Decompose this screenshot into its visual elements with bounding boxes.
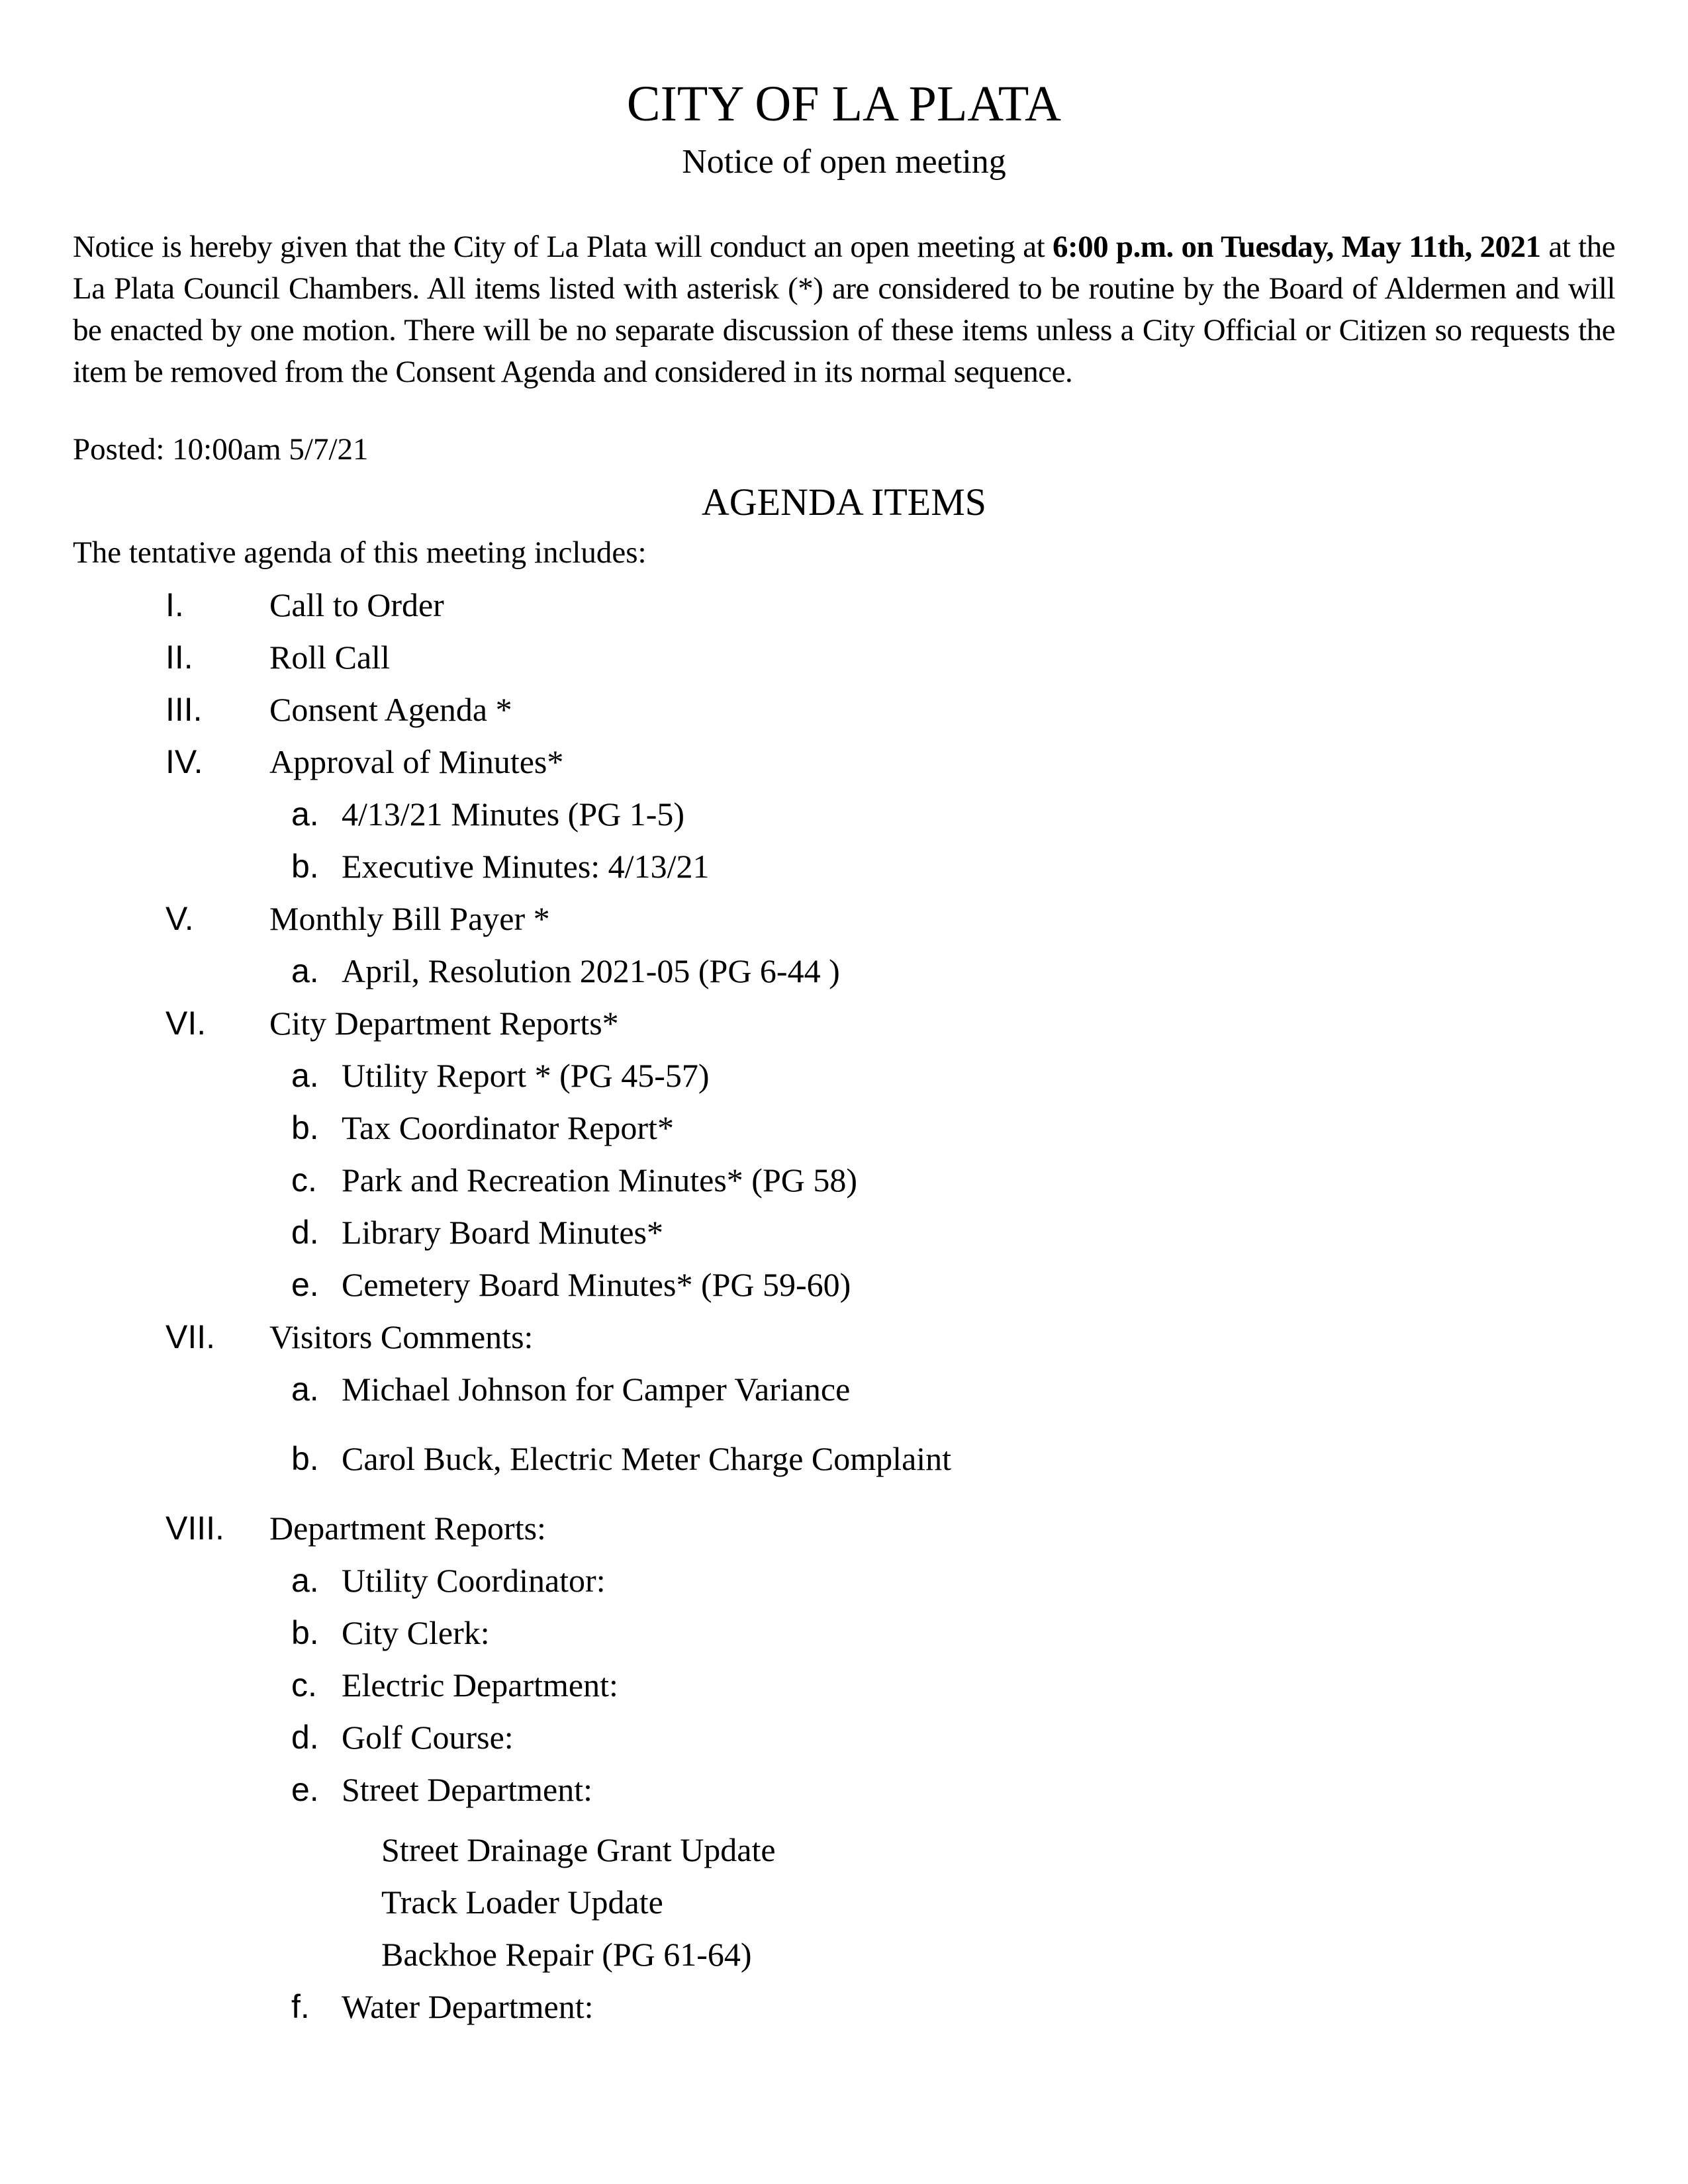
item-marker: b. bbox=[291, 1440, 319, 1477]
posted-timestamp: Posted: 10:00am 5/7/21 bbox=[73, 432, 369, 467]
notice-text-post: at the La Plata Council Chambers. All items listed with asterisk (*) are considered to be routine by the Board of Aldermen and will be enacted by one motion. There will be no separate discussion of these items unless a City Official or Citizen so requests the item be removed from the Consent Agenda and considered in its normal sequence. bbox=[73, 230, 1615, 389]
item-marker: III. bbox=[165, 691, 203, 728]
agenda-item bbox=[73, 1050, 1615, 1102]
agenda-item bbox=[73, 945, 1615, 997]
agenda-intro: The tentative agenda of this meeting includes: bbox=[73, 535, 647, 570]
agenda-item bbox=[73, 1154, 1615, 1206]
agenda-item bbox=[73, 1876, 1615, 1929]
item-text: Monthly Bill Payer * bbox=[269, 900, 550, 937]
item-text: Library Board Minutes* bbox=[342, 1214, 664, 1251]
item-marker: VII. bbox=[165, 1318, 216, 1355]
item-marker: a. bbox=[291, 1057, 319, 1094]
agenda-item bbox=[73, 1363, 1615, 1416]
item-marker: e. bbox=[291, 1771, 319, 1808]
item-marker: IV. bbox=[165, 743, 203, 780]
agenda-item bbox=[73, 1929, 1615, 1981]
item-text: Consent Agenda * bbox=[269, 691, 512, 728]
agenda-item bbox=[73, 1764, 1615, 1816]
agenda-item bbox=[73, 1824, 1615, 1876]
item-text: Department Reports: bbox=[269, 1510, 546, 1547]
item-text: Street Department: bbox=[342, 1771, 593, 1808]
agenda-item bbox=[73, 1502, 1615, 1555]
item-marker: d. bbox=[291, 1719, 319, 1756]
agenda-item bbox=[73, 1433, 1615, 1485]
item-marker: a. bbox=[291, 1371, 319, 1408]
notice-text-bold: 6:00 p.m. on Tuesday, May 11th, 2021 bbox=[1052, 230, 1541, 264]
agenda-item bbox=[73, 579, 1615, 631]
item-marker: b. bbox=[291, 848, 319, 885]
document-title: CITY OF LA PLATA bbox=[626, 76, 1062, 132]
item-marker: VIII. bbox=[165, 1510, 224, 1547]
item-text: Cemetery Board Minutes* (PG 59-60) bbox=[342, 1266, 851, 1303]
agenda-item bbox=[73, 1659, 1615, 1711]
document-subtitle: Notice of open meeting bbox=[682, 143, 1006, 181]
item-marker: I. bbox=[165, 586, 184, 623]
agenda-item bbox=[73, 631, 1615, 684]
agenda-item bbox=[73, 1206, 1615, 1259]
agenda-item bbox=[73, 1311, 1615, 1363]
item-text: Call to Order bbox=[269, 586, 444, 623]
item-marker: a. bbox=[291, 1562, 319, 1599]
item-marker: VI. bbox=[165, 1005, 207, 1042]
agenda-item bbox=[73, 1607, 1615, 1659]
item-text: 4/13/21 Minutes (PG 1-5) bbox=[342, 796, 685, 833]
agenda-item bbox=[73, 1555, 1615, 1607]
item-marker: V. bbox=[165, 900, 194, 937]
item-marker: f. bbox=[291, 1988, 310, 2025]
item-marker: a. bbox=[291, 952, 319, 989]
item-text: Approval of Minutes* bbox=[269, 743, 564, 780]
agenda-item bbox=[73, 893, 1615, 945]
notice-paragraph bbox=[73, 226, 1615, 393]
item-text: City Clerk: bbox=[342, 1614, 490, 1651]
item-text: Carol Buck, Electric Meter Charge Complaint bbox=[342, 1440, 952, 1477]
item-marker: a. bbox=[291, 796, 319, 833]
item-text: Visitors Comments: bbox=[269, 1318, 534, 1355]
item-marker: c. bbox=[291, 1666, 317, 1704]
agenda-item bbox=[73, 1102, 1615, 1154]
item-text: Street Drainage Grant Update bbox=[381, 1831, 776, 1868]
item-text: Backhoe Repair (PG 61-64) bbox=[381, 1936, 752, 1973]
item-text: Michael Johnson for Camper Variance bbox=[342, 1371, 851, 1408]
item-marker: b. bbox=[291, 1614, 319, 1651]
item-marker: II. bbox=[165, 639, 193, 676]
agenda-heading: AGENDA ITEMS bbox=[701, 480, 987, 523]
item-text: April, Resolution 2021-05 (PG 6-44 ) bbox=[342, 952, 840, 989]
item-marker: e. bbox=[291, 1266, 319, 1303]
item-text: Golf Course: bbox=[342, 1719, 514, 1756]
item-text: Park and Recreation Minutes* (PG 58) bbox=[342, 1161, 858, 1199]
item-marker: c. bbox=[291, 1161, 317, 1199]
agenda-item bbox=[73, 1711, 1615, 1764]
item-text: Water Department: bbox=[342, 1988, 594, 2025]
item-text: Utility Coordinator: bbox=[342, 1562, 606, 1599]
item-text: Utility Report * (PG 45-57) bbox=[342, 1057, 710, 1094]
agenda-item bbox=[73, 788, 1615, 841]
item-text: City Department Reports* bbox=[269, 1005, 619, 1042]
agenda-item bbox=[73, 841, 1615, 893]
notice-text-pre: Notice is hereby given that the City of La Plata will conduct an open meeting at bbox=[73, 230, 1053, 264]
item-text: Track Loader Update bbox=[381, 1884, 663, 1921]
item-text: Tax Coordinator Report* bbox=[342, 1109, 674, 1146]
agenda-item bbox=[73, 1981, 1615, 2033]
agenda-list bbox=[73, 579, 1615, 2033]
agenda-item bbox=[73, 684, 1615, 736]
item-text: Executive Minutes: 4/13/21 bbox=[342, 848, 710, 885]
agenda-item bbox=[73, 736, 1615, 788]
item-marker: d. bbox=[291, 1214, 319, 1251]
item-text: Electric Department: bbox=[342, 1666, 618, 1704]
item-text: Roll Call bbox=[269, 639, 390, 676]
item-marker: b. bbox=[291, 1109, 319, 1146]
agenda-item bbox=[73, 997, 1615, 1050]
agenda-item bbox=[73, 1259, 1615, 1311]
